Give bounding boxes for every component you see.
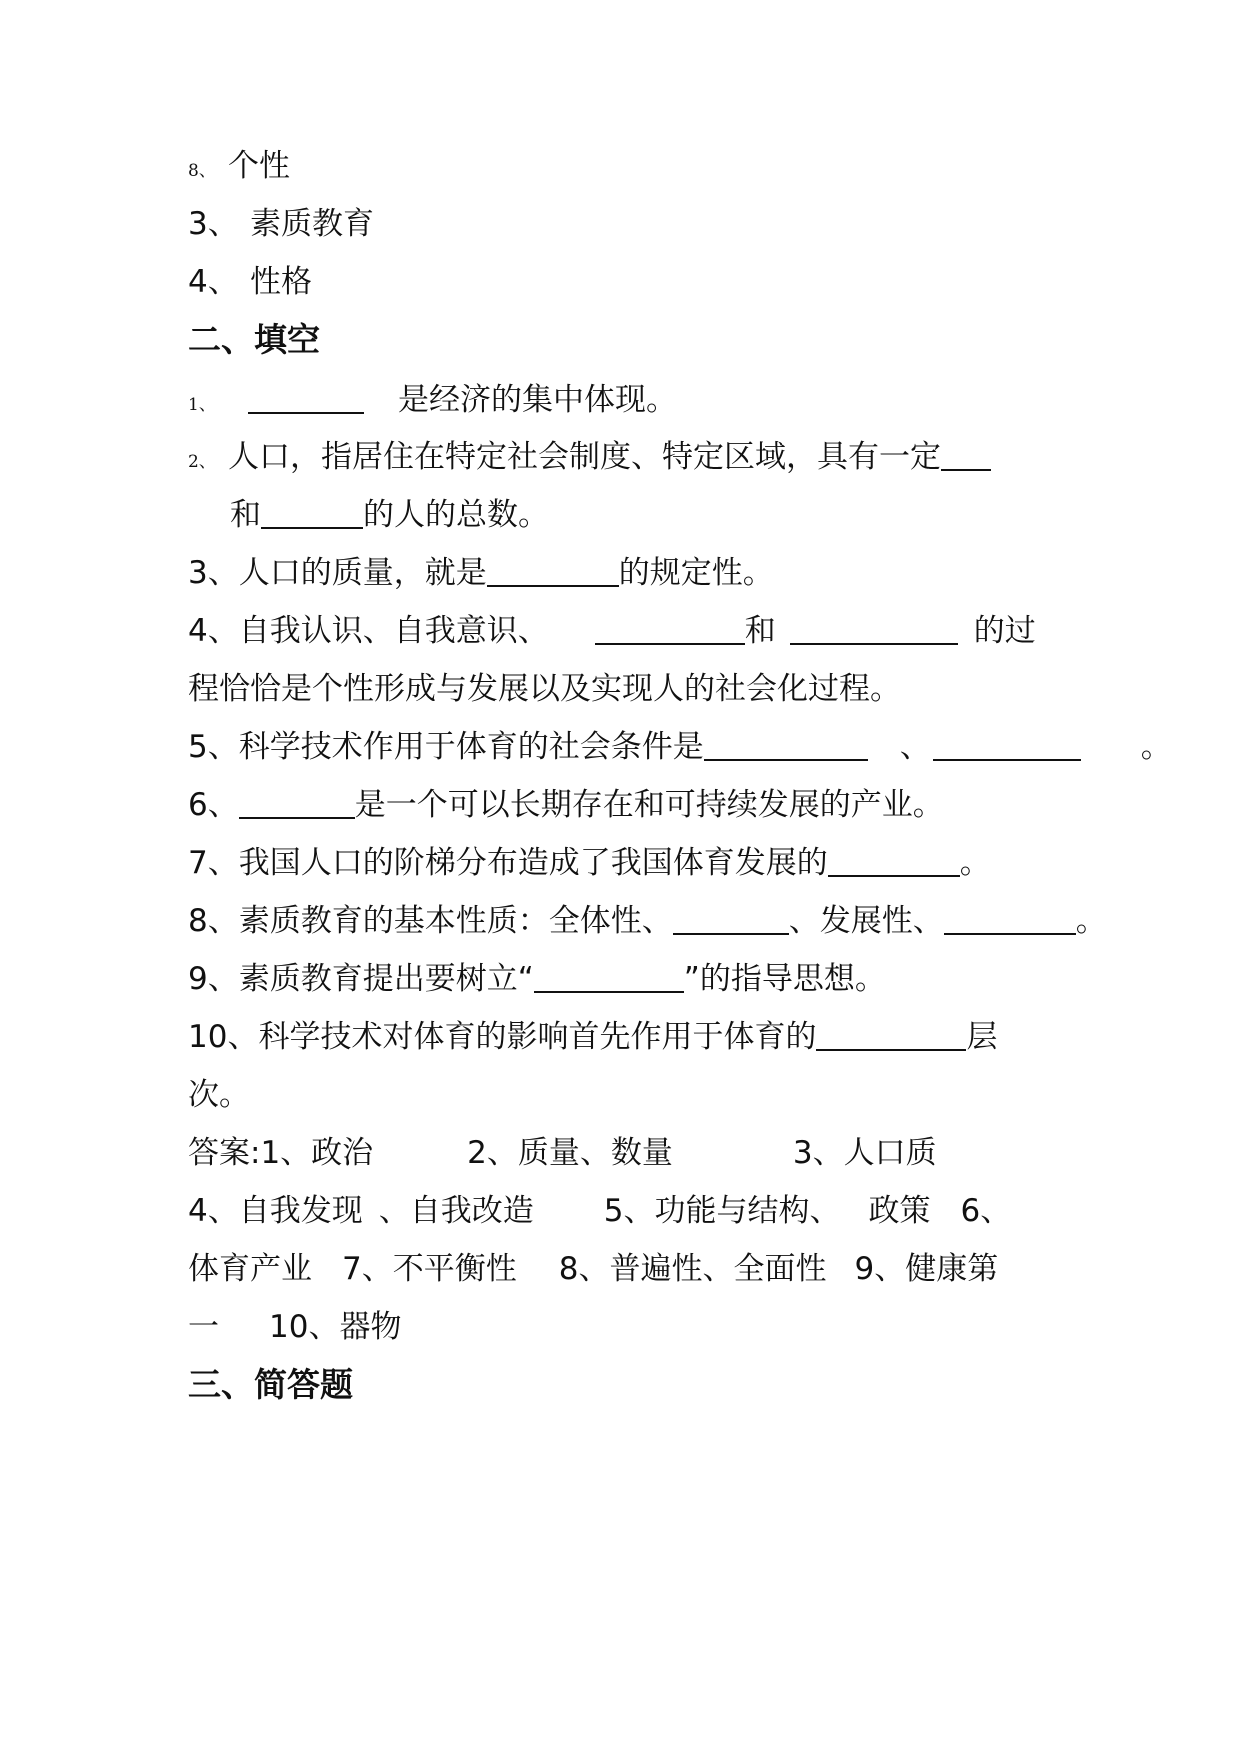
answer-line bbox=[188, 1302, 401, 1352]
answer-blank bbox=[941, 433, 991, 471]
question-text: 和 bbox=[230, 497, 261, 533]
question-text: 人口，指居住在特定社会制度、特定区域，具有一定 bbox=[228, 439, 941, 475]
question-continuation: 次。 bbox=[188, 1077, 250, 1113]
question-text: 和 bbox=[744, 613, 776, 649]
question-text: 的规定性。 bbox=[618, 555, 774, 591]
question-text: 8、素质教育的基本性质：全体性、 bbox=[188, 903, 673, 939]
answer-blank bbox=[534, 955, 684, 993]
question bbox=[188, 375, 677, 425]
question bbox=[188, 780, 944, 830]
answer-text: 6、 bbox=[960, 1193, 1012, 1229]
question-continuation: 程恰恰是个性形成与发展以及实现人的社会化过程。 bbox=[188, 671, 901, 707]
question-text: 3、人口的质量，就是 bbox=[188, 555, 487, 591]
answer-blank bbox=[790, 607, 958, 645]
question bbox=[188, 838, 991, 888]
answer-blank bbox=[828, 839, 960, 877]
question bbox=[188, 722, 1172, 772]
section-heading: 二、填空 bbox=[188, 320, 320, 359]
answer-text: 政策 bbox=[868, 1193, 931, 1229]
answer-text: 3、人口质 bbox=[792, 1135, 937, 1171]
question-text: 。 bbox=[1140, 729, 1172, 765]
answer-blank bbox=[944, 897, 1076, 935]
answer-text: 7、不平衡性 bbox=[342, 1251, 517, 1287]
answer-text: 4、自我发现 bbox=[188, 1193, 363, 1229]
list-item bbox=[188, 257, 312, 307]
answer-blank bbox=[261, 491, 363, 529]
question-text: 的人的总数。 bbox=[363, 497, 549, 533]
question bbox=[188, 954, 886, 1004]
answer-text: 体育产业 bbox=[188, 1251, 312, 1287]
answer-blank bbox=[673, 897, 789, 935]
question-text: 、 bbox=[899, 729, 931, 765]
question-text: 的过 bbox=[973, 613, 1036, 649]
question bbox=[188, 896, 1107, 946]
question-text: 7、我国人口的阶梯分布造成了我国体育发展的 bbox=[188, 845, 828, 881]
item-text: 素质教育 bbox=[250, 206, 374, 242]
answer-line bbox=[188, 1128, 937, 1178]
question-number: 1、 bbox=[188, 395, 216, 415]
item-number: 4、 bbox=[188, 264, 239, 300]
question-text: 。 bbox=[959, 845, 991, 881]
answer-text: 9、健康第 bbox=[854, 1251, 999, 1287]
answer-text: 10、器物 bbox=[269, 1309, 402, 1345]
answer-line bbox=[188, 1244, 998, 1294]
answer-text: 、自我改造 bbox=[378, 1193, 534, 1229]
answer-text: 答案:1、政治 bbox=[188, 1135, 374, 1171]
answer-text: 一 bbox=[188, 1309, 219, 1345]
question-text: 、发展性、 bbox=[788, 903, 944, 939]
list-item bbox=[188, 141, 290, 191]
answer-text: 2、质量、数量 bbox=[467, 1135, 673, 1171]
answer-blank bbox=[704, 723, 868, 761]
question-text: 10、科学技术对体育的影响首先作用于体育的 bbox=[188, 1019, 817, 1055]
question bbox=[188, 432, 991, 482]
section-heading: 三、简答题 bbox=[188, 1365, 353, 1404]
item-text: 性格 bbox=[250, 264, 312, 300]
question-text: 。 bbox=[1075, 903, 1107, 939]
answer-blank bbox=[595, 607, 745, 645]
question-number: 2、 bbox=[188, 452, 216, 472]
list-item bbox=[188, 199, 374, 249]
question-continuation bbox=[230, 490, 549, 540]
question-text: 是经济的集中体现。 bbox=[398, 382, 677, 418]
answer-text: 8、普遍性、全面性 bbox=[558, 1251, 827, 1287]
question-text: ”的指导思想。 bbox=[683, 961, 886, 997]
question bbox=[188, 548, 774, 598]
question bbox=[188, 606, 1036, 656]
item-number: 8、 bbox=[188, 161, 216, 181]
question-text: 6、 bbox=[188, 787, 239, 823]
question-text: 5、科学技术作用于体育的社会条件是 bbox=[188, 729, 704, 765]
answer-blank bbox=[248, 376, 364, 414]
answer-line bbox=[188, 1186, 1011, 1236]
answer-blank bbox=[487, 549, 619, 587]
answer-blank bbox=[933, 723, 1081, 761]
item-number: 3、 bbox=[188, 206, 239, 242]
question-text: 9、素质教育提出要树立“ bbox=[188, 961, 534, 997]
item-text: 个性 bbox=[228, 148, 290, 184]
question-text: 层 bbox=[966, 1019, 998, 1055]
answer-text: 5、功能与结构、 bbox=[603, 1193, 841, 1229]
question-text: 4、自我认识、自我意识、 bbox=[188, 613, 549, 649]
question bbox=[188, 1012, 997, 1062]
question-text: 是一个可以长期存在和可持续发展的产业。 bbox=[354, 787, 944, 823]
answer-blank bbox=[239, 781, 355, 819]
answer-blank bbox=[816, 1013, 966, 1051]
